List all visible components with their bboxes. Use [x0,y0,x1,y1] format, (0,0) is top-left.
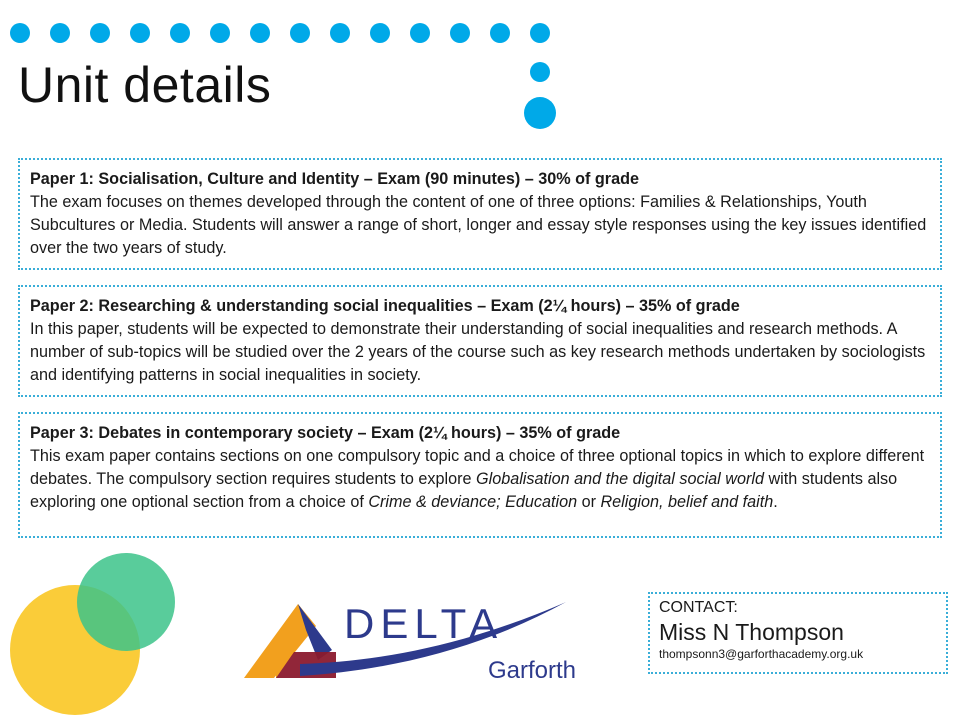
paper-3-heading: Paper 3: Debates in contemporary society – Exam (2¼ hours) – 35% of grade [30,424,621,442]
paper-3-body-text: or [577,493,601,511]
decorative-circles [0,550,200,720]
paper-2-heading: Paper 2: Researching & understanding social inequalities – Exam (2¼ hours) – 35% of grade [30,297,740,315]
paper-3-body-text: This exam paper contains sections on one compulsory topic and a choice of three optional topics in which to explore different debates. The compulsory section requires students to explore [30,447,925,488]
paper-1-body: The exam focuses on themes developed through the content of one of three options: Families & Relationships, Youth Subcultures or Media. Students will answer a range of short, longer and essay style responses using the key issues identified over the two years of study. [30,193,927,257]
logo-word: DELTA [344,600,504,647]
paper-2-body: In this paper, students will be expected to demonstrate their understanding of social inequalities and research methods. A number of sub-topics will be studied over the 2 years of the course such as key research methods undertaken by sociologists and identifying patterns in social inequalities in society. [30,320,926,384]
paper-3-box [18,412,942,538]
paper-3-option-b: Religion, belief and faith [600,493,774,511]
paper-3-body-text: with students also exploring one optional section from a choice of [30,470,898,511]
logo-sub: Garforth [488,657,577,684]
contact-box [648,592,948,674]
page-title: Unit details [18,57,272,113]
paper-3-compulsory-topic: Globalisation and the digital social world [476,470,764,488]
contact-email[interactable]: thompsonn3@garforthacademy.org.uk [659,647,864,661]
paper-2-box [18,285,942,397]
paper-1-box [18,158,942,270]
contact-name: Miss N Thompson [659,619,844,645]
paper-3-body [30,445,930,514]
paper-3-option-a: Crime & deviance; Education [368,493,578,511]
paper-1-heading: Paper 1: Socialisation, Culture and Identity – Exam (90 minutes) – 30% of grade [30,170,639,188]
contact-label: CONTACT: [659,599,738,616]
delta-garforth-logo [236,590,606,690]
paper-3-body-text: . [773,493,778,511]
